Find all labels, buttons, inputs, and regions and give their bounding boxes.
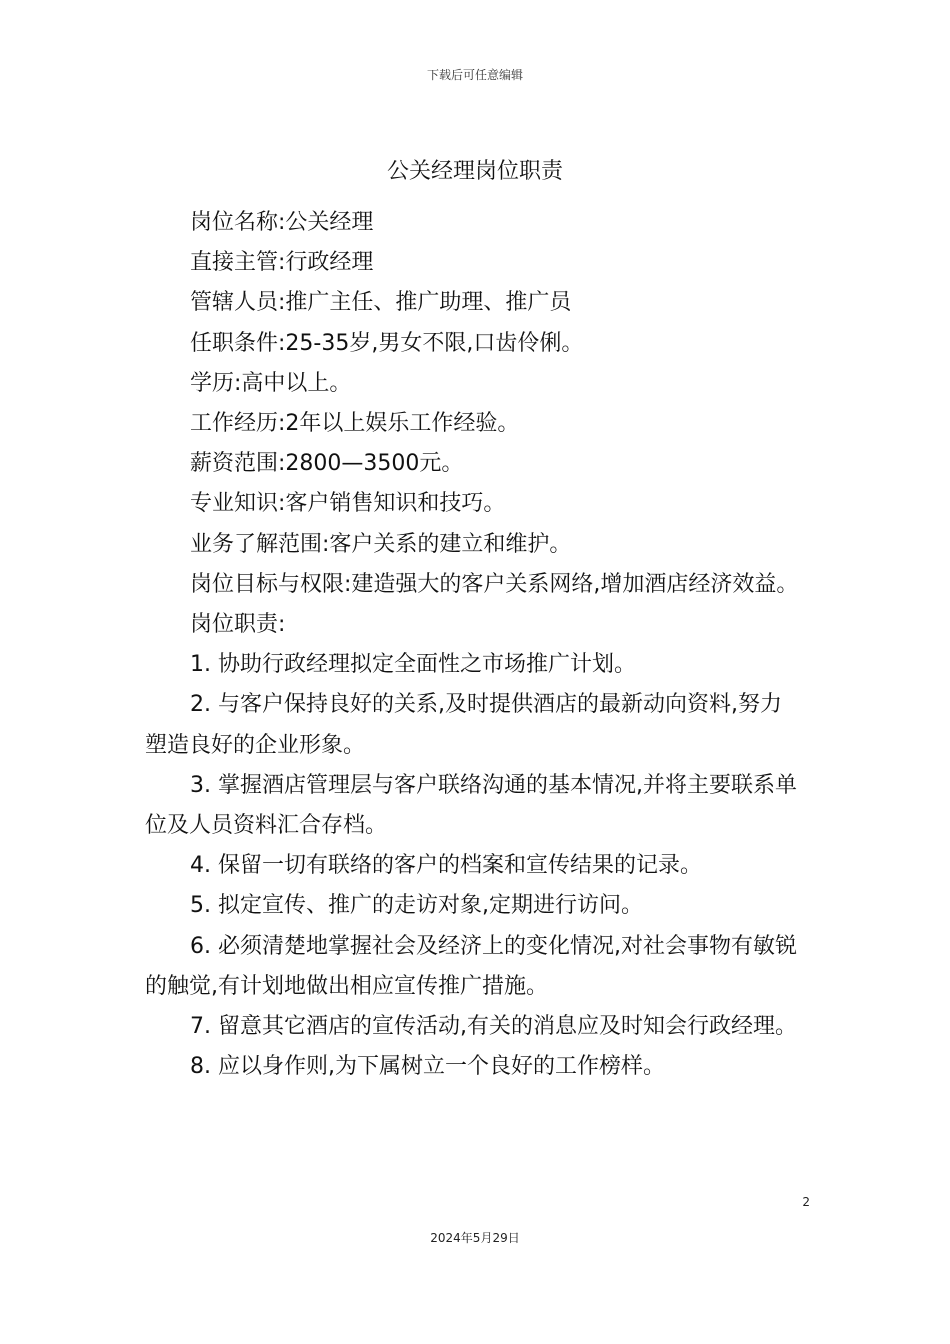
paragraph-direct-supervisor: 直接主管:行政经理 (190, 250, 374, 276)
page-number: 2 (802, 1195, 810, 1209)
paragraph-salary: 薪资范围:2800—3500元。 (190, 451, 464, 477)
paragraph-experience: 工作经历:2年以上娱乐工作经验。 (190, 411, 520, 437)
duty-item-4: 4. 保留一切有联络的客户的档案和宣传结果的记录。 (190, 853, 702, 879)
duty-item-6: 6. 必须清楚地掌握社会及经济上的变化情况,对社会事物有敏锐的触觉,有计划地做出相应宣传推广措施。 (145, 933, 797, 999)
duty-item-7: 7. 留意其它酒店的宣传活动,有关的消息应及时知会行政经理。 (190, 1014, 797, 1040)
document-title: 公关经理岗位职责 (386, 159, 563, 184)
paragraph-knowledge: 专业知识:客户销售知识和技巧。 (190, 491, 506, 517)
paragraph-business-scope: 业务了解范围:客户关系的建立和维护。 (190, 531, 572, 557)
paragraph-subordinates: 管辖人员:推广主任、推广助理、推广员 (190, 290, 572, 316)
duty-item-2: 2. 与客户保持良好的关系,及时提供酒店的最新动向资料,努力塑造良好的企业形象。 (145, 692, 782, 758)
document-body (145, 203, 800, 1087)
paragraph-duties-heading: 岗位职责: (190, 612, 286, 638)
header-note: 下载后可任意编辑 (426, 68, 523, 82)
paragraph-requirements: 任职条件:25-35岁,男女不限,口齿伶俐。 (190, 330, 584, 356)
footer-date: 2024年5月29日 (430, 1231, 520, 1245)
paragraph-goals-authority: 岗位目标与权限:建造强大的客户关系网络,增加酒店经济效益。 (190, 571, 799, 597)
paragraph-position-name: 岗位名称:公关经理 (190, 210, 374, 235)
duty-item-1: 1. 协助行政经理拟定全面性之市场推广计划。 (190, 652, 636, 678)
duty-item-3: 3. 掌握酒店管理层与客户联络沟通的基本情况,并将主要联系单位及人员资料汇合存档。 (145, 772, 797, 839)
duty-item-5: 5. 拟定宣传、推广的走访对象,定期进行访问。 (190, 893, 643, 919)
duty-item-8: 8. 应以身作则,为下属树立一个良好的工作榜样。 (190, 1054, 665, 1080)
paragraph-education: 学历:高中以上。 (190, 370, 352, 396)
